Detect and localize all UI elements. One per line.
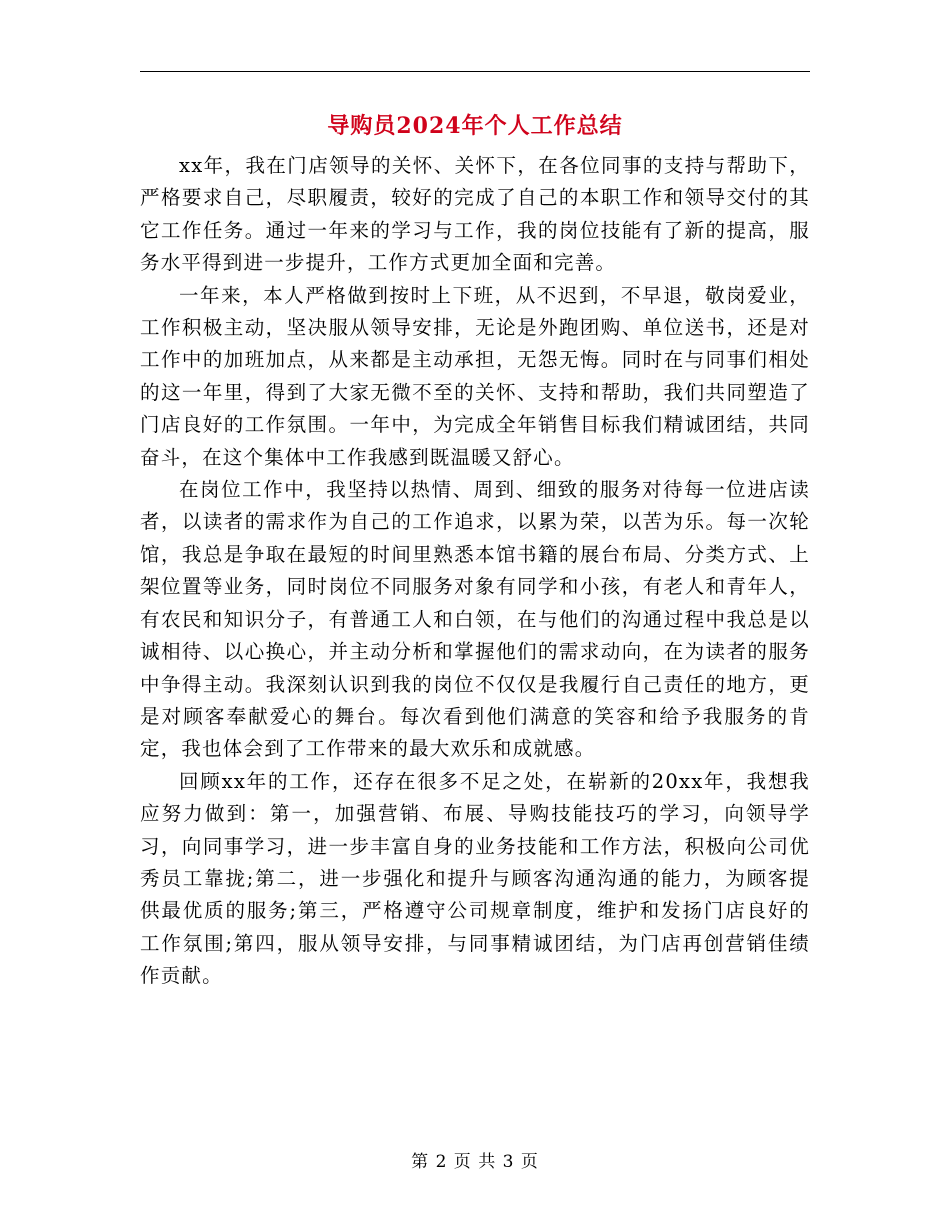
paragraph-1: xx年，我在门店领导的关怀、关怀下，在各位同事的支持与帮助下，严格要求自己，尽职履责，较好的完成了自己的本职工作和领导交付的其它工作任务。通过一年来的学习与工作，我的岗位技能有了新的提高，服务水平得到进一步提升，工作方式更加全面和完善。	[140, 154, 810, 275]
paragraph-3: 在岗位工作中，我坚持以热情、周到、细致的服务对待每一位进店读者，以读者的需求作为自己的工作追求，以累为荣，以苦为乐。每一次轮馆，我总是争取在最短的时间里熟悉本馆书籍的展台布局、分类方式、上架位置等业务，同时岗位不同服务对象有同学和小孩，有老人和青年人，有农民和知识分子，有普通工人和白领，在与他们的沟通过程中我总是以诚相待、以心换心，并主动分析和掌握他们的需求动向，在为读者的服务中争得主动。我深刻认识到我的岗位不仅仅是我履行自己责任的地方，更是对顾客奉献爱心的舞台。每次看到他们满意的笑容和给予我服务的肯定，我也体会到了工作带来的最大欢乐和成就感。	[140, 478, 810, 761]
paragraph-4: 回顾xx年的工作，还存在很多不足之处，在崭新的20xx年，我想我应努力做到：第一，加强营销、布展、导购技能技巧的学习，向领导学习，向同事学习，进一步丰富自身的业务技能和工作方法，积极向公司优秀员工靠拢;第二，进一步强化和提升与顾客沟通沟通的能力，为顾客提供最优质的服务;第三，严格遵守公司规章制度，维护和发扬门店良好的工作氛围;第四，服从领导安排，与同事精诚团结，为门店再创营销佳绩作贡献。	[140, 769, 810, 988]
paragraph-2: 一年来，本人严格做到按时上下班，从不迟到，不早退，敬岗爱业，工作积极主动，坚决服从领导安排，无论是外跑团购、单位送书，还是对工作中的加班加点，从来都是主动承担，无怨无悔。同时在与同事们相处的这一年里，得到了大家无微不至的关怀、支持和帮助，我们共同塑造了门店良好的工作氛围。一年中，为完成全年销售目标我们精诚团结，共同奋斗，在这个集体中工作我感到既温暖又舒心。	[140, 283, 810, 469]
document-title: 导购员2024年个人工作总结	[327, 113, 623, 139]
document-body	[140, 150, 810, 993]
header-rule	[140, 71, 810, 72]
page-number: 第 2 页 共 3 页	[411, 1152, 539, 1172]
